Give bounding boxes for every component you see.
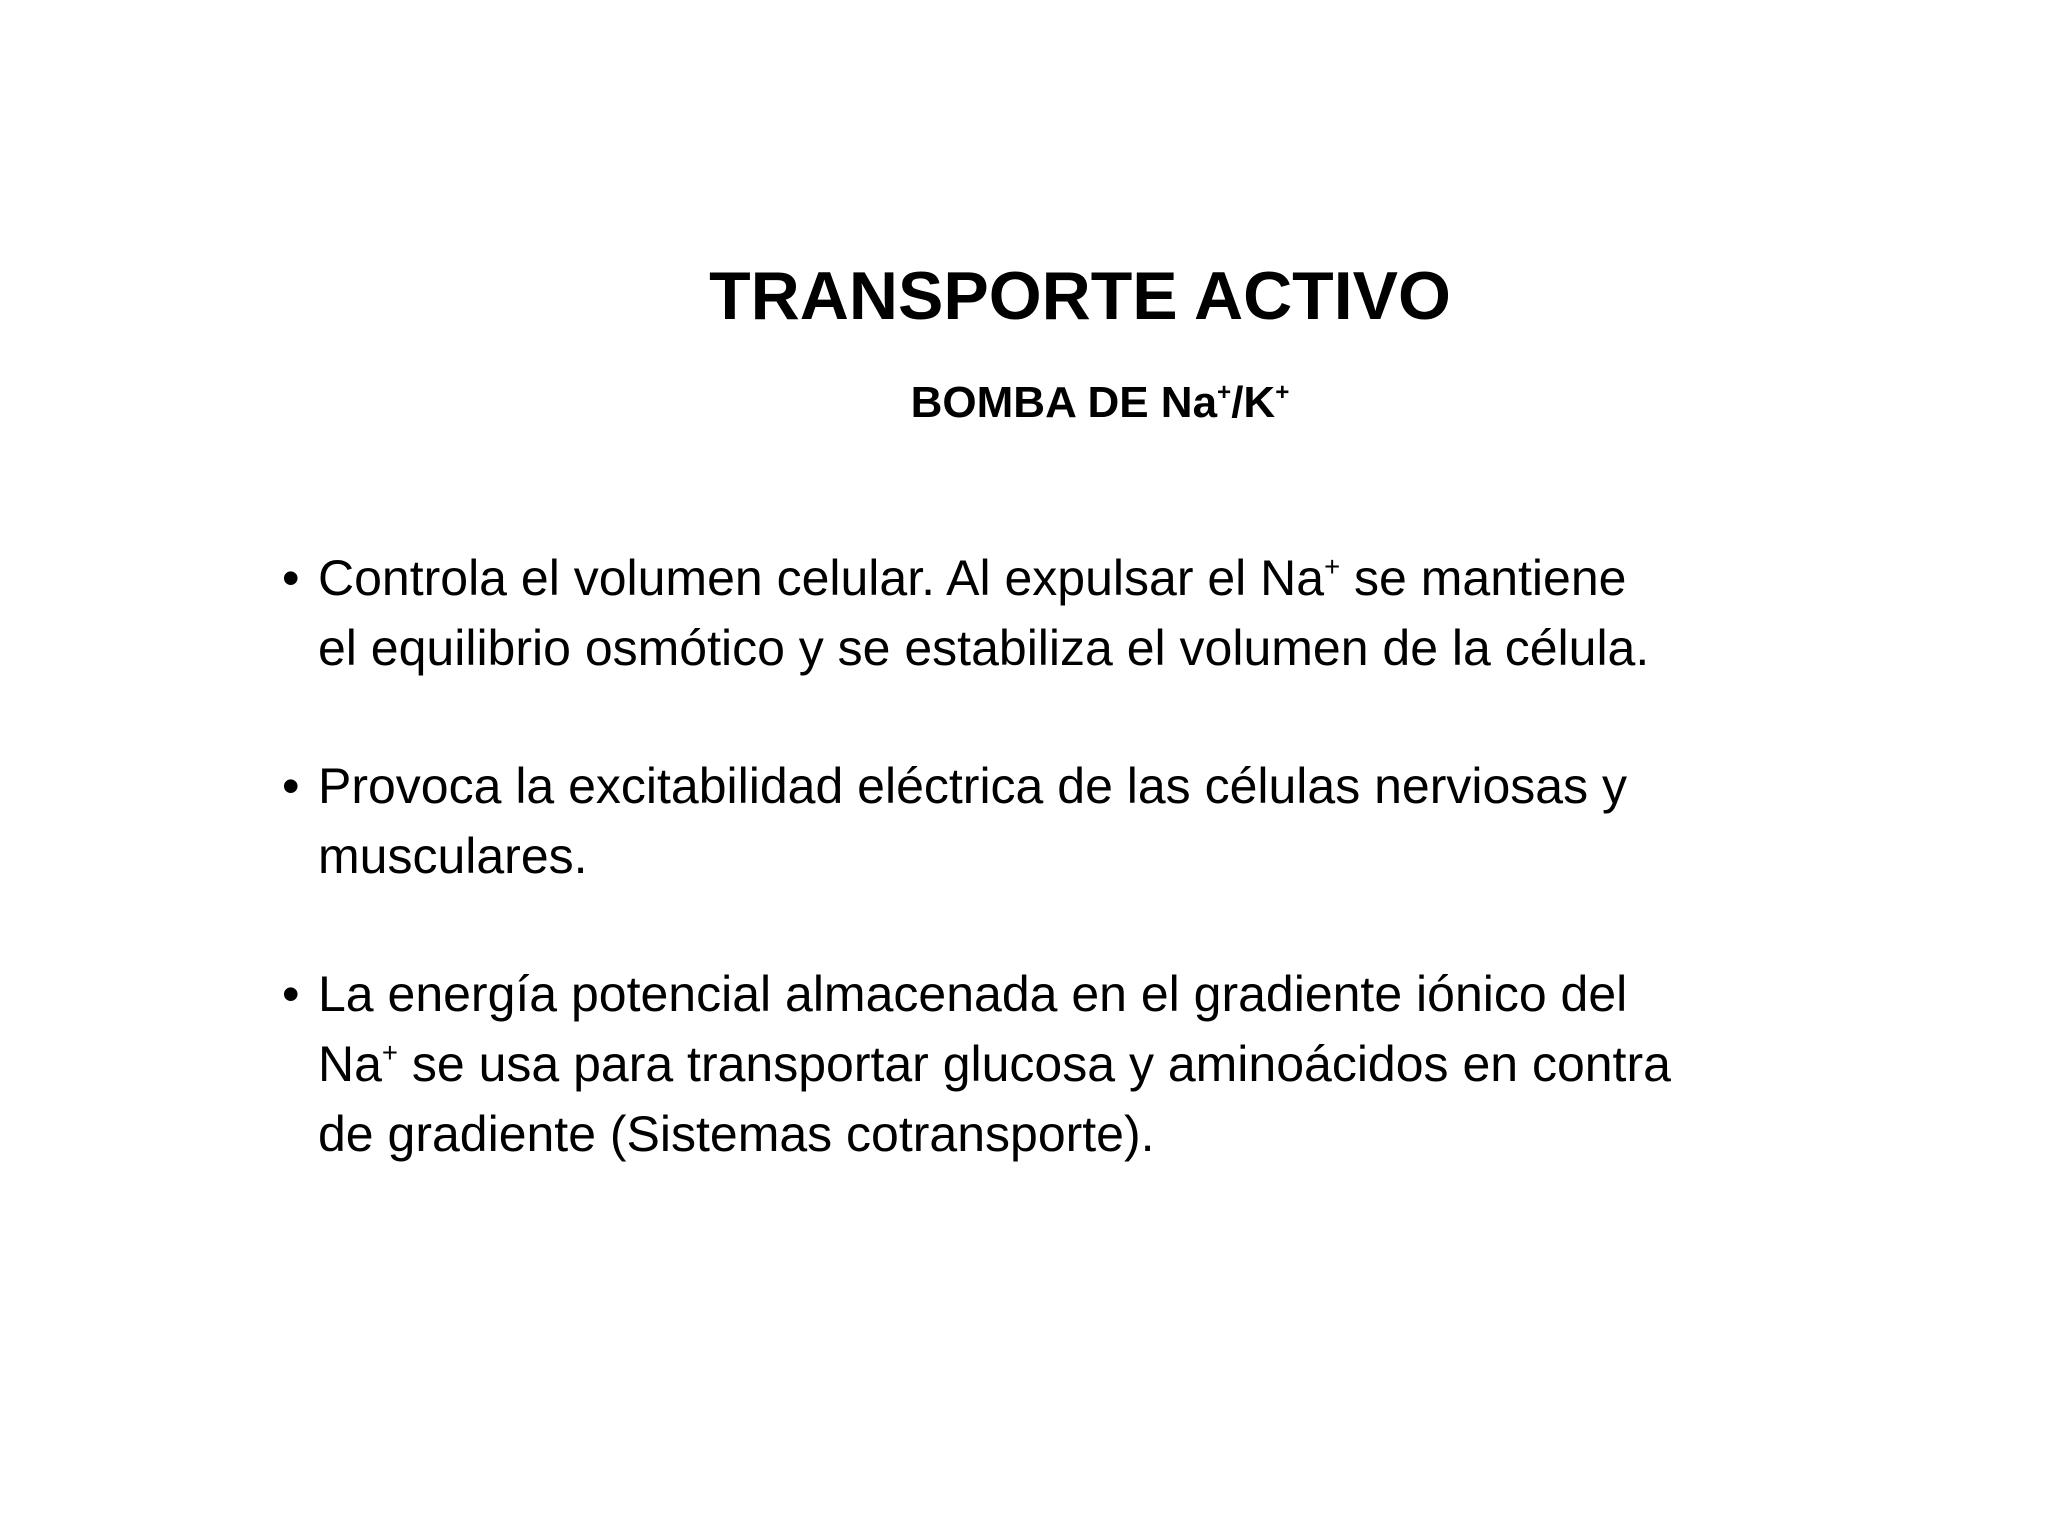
bullet-line: La energía potencial almacenada en el gradiente iónico del xyxy=(318,966,1628,1022)
bullet-line xyxy=(318,543,1922,613)
bullet-item-volumen xyxy=(282,543,1922,683)
bullet-text: Controla el volumen celular. Al expulsar el Na xyxy=(318,550,1325,606)
bullet-superscript: + xyxy=(1324,550,1341,582)
subtitle-superscript-na: + xyxy=(1217,379,1232,407)
bullet-text: se usa para transportar glucosa y aminoácidos en contra xyxy=(397,1036,1671,1092)
bullet-line: de gradiente (Sistemas cotransporte). xyxy=(318,1106,1155,1162)
bullet-line: musculares. xyxy=(318,828,588,884)
bullet-text: Na xyxy=(318,1036,382,1092)
bullet-dot-icon: • xyxy=(282,550,300,606)
subtitle-prefix: BOMBA DE Na xyxy=(910,378,1218,427)
subtitle-superscript-k: + xyxy=(1275,379,1290,407)
bullet-line: el equilibrio osmótico y se estabiliza el volumen de la célula. xyxy=(318,620,1650,676)
bullet-superscript: + xyxy=(381,1036,398,1068)
bullet-text: se mantiene xyxy=(1340,550,1627,606)
subtitle-mid: /K xyxy=(1231,378,1276,427)
bullet-dot-icon: • xyxy=(282,758,300,814)
bullet-line xyxy=(318,1029,1922,1099)
bullet-line: Provoca la excitabilidad eléctrica de las células nerviosas y xyxy=(318,758,1627,814)
bullet-item-energia xyxy=(282,959,1922,1169)
bullet-item-excitabilidad xyxy=(282,751,1922,891)
slide-title: TRANSPORTE ACTIVO xyxy=(709,258,1451,334)
bullet-list xyxy=(282,543,1922,1237)
slide-subtitle xyxy=(700,375,1500,431)
bullet-dot-icon: • xyxy=(282,966,300,1022)
